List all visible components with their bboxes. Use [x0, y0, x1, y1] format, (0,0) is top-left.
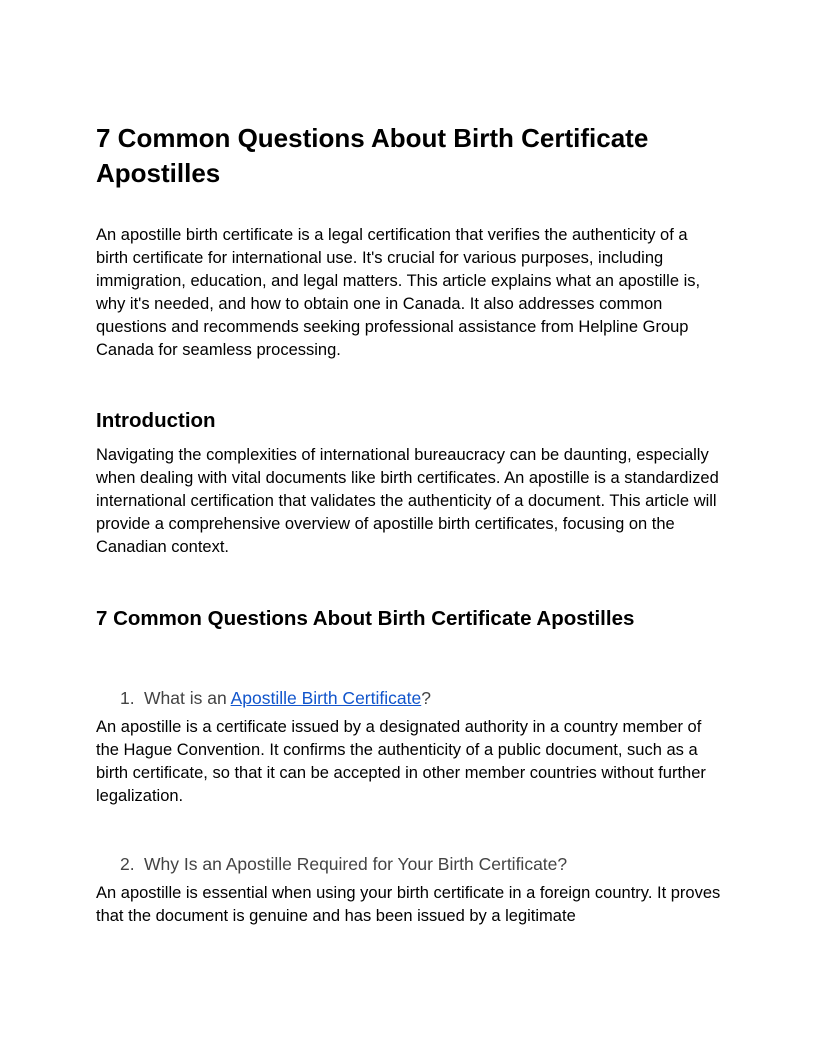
apostille-birth-certificate-link[interactable]: Apostille Birth Certificate: [230, 688, 422, 708]
question-2-text: Why Is an Apostille Required for Your Birth Certificate?: [144, 854, 568, 874]
question-1-heading: [120, 686, 431, 710]
questions-section-heading: 7 Common Questions About Birth Certificate Apostilles: [96, 607, 635, 630]
question-1-answer: An apostille is a certificate issued by a designated authority in a country member of the Hague Convention. It confirms the authenticity of a public document, such as a birth certificate, so that it can be accepted in other member countries without further legalization.: [96, 718, 706, 805]
question-2-heading: [120, 852, 567, 876]
question-1-prefix: What is an: [144, 688, 231, 708]
question-1-suffix: ?: [421, 688, 431, 708]
introduction-heading: Introduction: [96, 409, 216, 432]
question-2-answer: An apostille is essential when using your birth certificate in a foreign country. It proves that the document is genuine and has been issued by a legitimate: [96, 884, 721, 925]
document-title: 7 Common Questions About Birth Certificate Apostilles: [96, 123, 649, 188]
list-number: 1.: [120, 688, 135, 708]
summary-paragraph: An apostille birth certificate is a legal certification that verifies the authenticity of a birth certificate for international use. It's crucial for various purposes, including immigration, education, and legal matters. This article explains what an apostille is, why it's needed, and how to obtain one in Canada. It also addresses common questions and recommends seeking professional assistance from Helpline Group Canada for seamless processing.: [96, 226, 701, 359]
introduction-paragraph: Navigating the complexities of international bureaucracy can be daunting, especially when dealing with vital documents like birth certificates. An apostille is a standardized international certification that validates the authenticity of a document. This article will provide a comprehensive overview of apostille birth certificates, focusing on the Canadian context.: [96, 446, 719, 556]
list-number: 2.: [120, 854, 135, 874]
